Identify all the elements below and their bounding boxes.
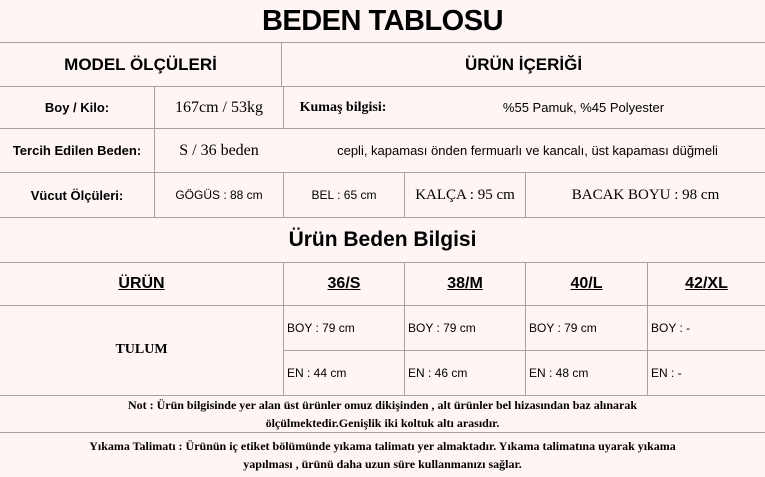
hip-measurement: KALÇA : 95 cm [415, 186, 515, 203]
preferred-size-label: Tercih Edilen Beden: [12, 143, 142, 158]
size-42xl-length: BOY : - [651, 321, 691, 335]
height-weight-label: Boy / Kilo: [44, 100, 110, 115]
measurement-note-line1: Not : Ürün bilgisinde yer alan üst ürünler omuz dikişinden , alt ürünler bel hizasından baz alınarak [127, 398, 638, 412]
size-38m-width: EN : 46 cm [408, 366, 468, 380]
leg-length-measurement: BACAK BOYU : 98 cm [571, 186, 720, 203]
washing-instruction-line2: yapılması , ürünü daha uzun süre kullanmanızı sağlar. [243, 457, 522, 471]
size-40l-width: EN : 48 cm [529, 366, 589, 380]
size-table-header-40l: 40/L [570, 275, 603, 292]
size-table-header-42xl: 42/XL [685, 275, 728, 292]
body-measurements-label: Vücut Ölçüleri: [30, 187, 124, 203]
height-weight-value: 167cm / 53kg [175, 98, 263, 116]
washing-instruction [0, 433, 765, 477]
size-36s-width: EN : 44 cm [287, 366, 347, 380]
product-description: cepli, kapaması önden fermuarlı ve kancalı, üst kapaması düğmeli [337, 143, 718, 158]
page-title: BEDEN TABLOSU [261, 4, 504, 37]
size-info-title: Ürün Beden Bilgisi [288, 228, 477, 251]
product-name: TULUM [115, 341, 168, 357]
preferred-size-value: S / 36 beden [179, 141, 259, 159]
size-36s-length: BOY : 79 cm [287, 321, 355, 335]
product-content-header: ÜRÜN İÇERİĞİ [464, 54, 583, 74]
washing-instruction-line1: Yıkama Talimatı : Ürünün iç etiket bölümünde yıkama talimatı yer almaktadır. Yıkama talimatına uyarak yıkama [89, 439, 676, 453]
fabric-value: %55 Pamuk, %45 Polyester [502, 100, 665, 115]
measurement-note-line2: ölçülmektedir.Genişlik iki koltuk altı arasıdır. [265, 416, 500, 430]
model-measurements-header: MODEL ÖLÇÜLERİ [64, 54, 217, 74]
size-42xl-width: EN : - [651, 366, 682, 380]
fabric-label: Kumaş bilgisi: [299, 99, 387, 115]
chest-measurement: GÖGÜS : 88 cm [175, 188, 263, 202]
size-table-header-36s: 36/S [327, 275, 361, 292]
size-table-header-38m: 38/M [447, 275, 483, 292]
waist-measurement: BEL : 65 cm [311, 188, 377, 202]
measurement-note [0, 396, 765, 432]
size-38m-length: BOY : 79 cm [408, 321, 476, 335]
size-table-header-product: ÜRÜN [118, 275, 165, 292]
size-40l-length: BOY : 79 cm [529, 321, 597, 335]
